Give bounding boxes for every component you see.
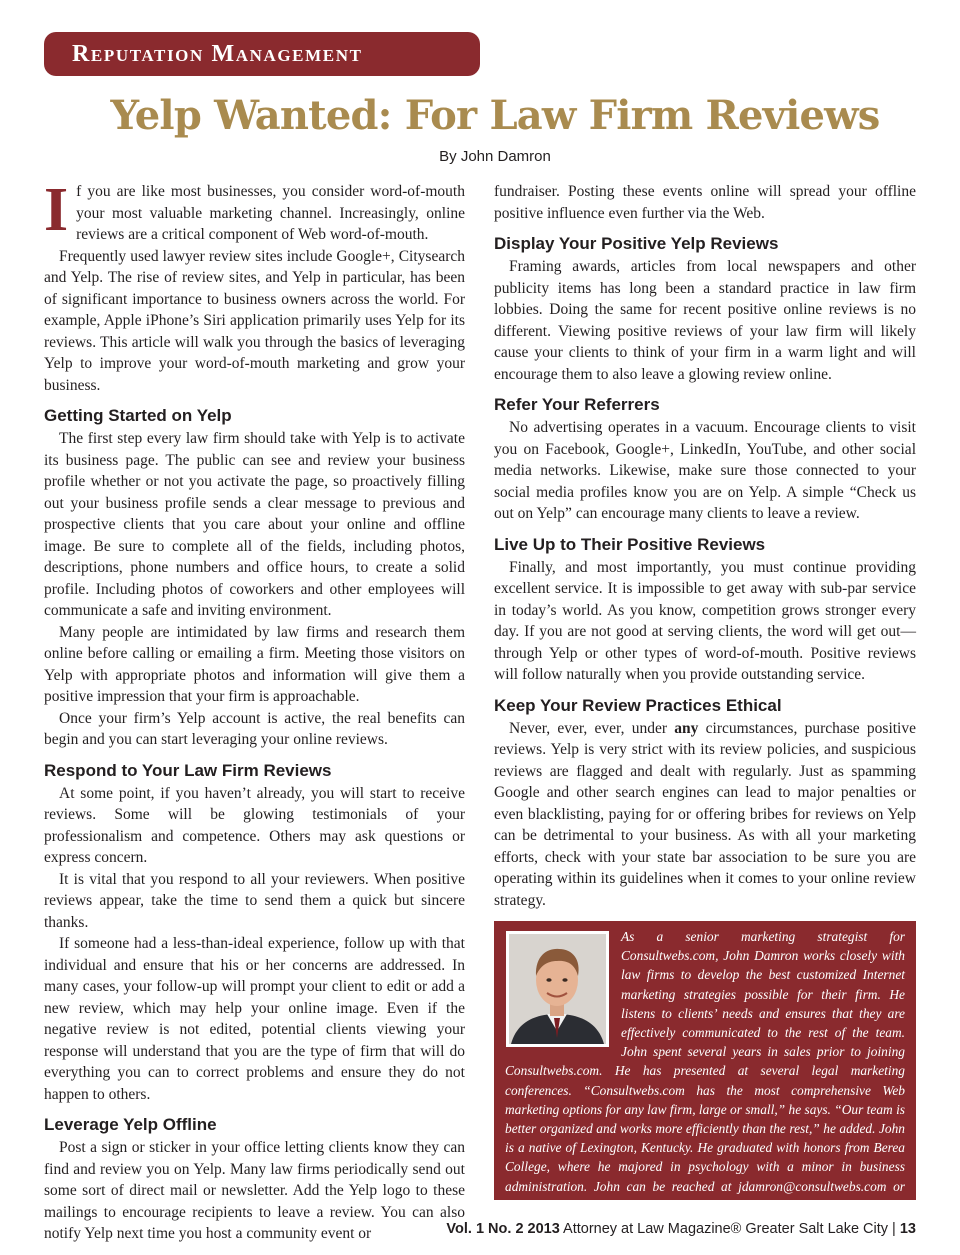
paragraph: No advertising operates in a vacuum. Encourage clients to visit you on Facebook, Google+, LinkedIn, YouTube, and other social media networks. Likewise, make sure those connected to your social media profiles know you are on Yelp. A simple “Check us out on Yelp” can encourage many clients to leave a review.: [494, 419, 916, 522]
emphasis: any: [674, 719, 699, 737]
intro-paragraph: [44, 176, 465, 246]
paragraph: If someone had a less-than-ideal experience, follow up with that individual and ensure that his or her concerns are addressed. In many cases, your follow-up will prompt your client to edit or add a new review, which may help your online image. Even if the negative review is not edited, potential clients viewing your response will understand that you are the type of firm that will do everything you can to correct problems and ensure they do not happen to others.: [44, 935, 465, 1103]
section-heading: Keep Your Review Practices Ethical: [494, 695, 782, 715]
publication-name: Attorney at Law Magazine® Greater Salt Lake City |: [559, 1221, 900, 1237]
byline: By John Damron: [439, 148, 551, 165]
left-column: [44, 176, 465, 1245]
bio-text: As a senior marketing strategist for Consultwebs.com, John Damron works closely with law firms to develop the best customized Internet marketing strategies possible for their firm. He listens to clients’ needs and ensures that they are effectively communicated to the rest of the team. John spent several years in sales prior to joining Consultwebs.com. He has presented at several legal marketing conferences. “Consultwebs.com has the most comprehensive Web marketing options for any law firm, large or small,” he says. “Our team is better organized and works more efficiently than the rest,” he added. John is a native of Lexington, Kentucky. He graduated with honors from Berea College, where he majored in psychology with a minor in business administration. John can be reached at jdamron@consultwebs.com or 800-872-6590.: [505, 929, 905, 1213]
paragraph: Many people are intimidated by law firms and research them online before calling or emailing a firm. Meeting those visitors on Yelp with appropriate photos and information will give them a positive impression that your firm is approachable.: [44, 623, 465, 705]
section-banner: Reputation Management: [44, 32, 480, 76]
section-heading: Respond to Your Law Firm Reviews: [44, 760, 332, 780]
page-footer: [446, 1221, 916, 1237]
section-heading: Display Your Positive Yelp Reviews: [494, 234, 779, 253]
author-photo: [506, 931, 609, 1047]
section-heading: Refer Your Referrers: [494, 395, 660, 414]
paragraph: It is vital that you respond to all your reviewers. When positive reviews appear, take the time to send them a quick but sincere thanks.: [44, 870, 465, 931]
author-bio-box: [494, 921, 916, 1213]
section-heading: Leverage Yelp Offline: [44, 1115, 217, 1134]
paragraph: Once your firm’s Yelp account is active, the real benefits can begin and you can start leveraging your online reviews.: [44, 709, 465, 748]
paragraph: Framing awards, articles from local newspapers and other publicity items has long been a standard practice in law firm lobbies. Doing the same for recent positive online reviews is no different. Viewing positive reviews of your law firm will likely cause your clients to think of your firm in a warm light and will encourage them to also leave a glowing review online.: [494, 258, 916, 383]
paragraph: Frequently used lawyer review sites include Google+, Citysearch and Yelp. The rise of review sites, and Yelp in particular, has been of significant importance to business owners across the world. For example, Apple iPhone’s Siri application primarily uses Yelp for its reviews. This article will walk you through the basics of leveraging Yelp to improve your word-of-mouth marketing and grow your business.: [44, 247, 465, 394]
article-title: Yelp Wanted: For Law Firm Reviews: [110, 92, 880, 139]
text-run: Never, ever, ever, under: [509, 719, 675, 737]
author-portrait-icon: [509, 934, 606, 1044]
paragraph: Post a sign or sticker in your office letting clients know they can find and review you on Yelp. Many law firms periodically send out some sort of direct mail or newsletter. Add the Yelp logo to these mailings to encourage recipients to leave a review. You can also notify Yelp next time you host a community event or: [44, 1139, 465, 1242]
paragraph: fundraiser. Posting these events online will spread your offline positive influence even further via the Web.: [494, 183, 916, 222]
text-run: circumstances, purchase positive reviews. Yelp is very strict with its review policies, and suspicious reviews are flagged and dealt with regularly. Just as spamming Google and other search engines can lead to major penalties or even blacklisting, paying for or offering bribes for reviews on Yelp can be detrimental to your business. As with all your marketing efforts, check with your state bar association to be sure you are operating within its guidelines when it comes to your online review strategy.: [494, 719, 916, 909]
paragraph: [494, 718, 916, 912]
paragraph: At some point, if you haven’t already, you will start to receive reviews. Some will be glowing testimonials of your professionalism and competence. Others may ask questions or express concern.: [44, 784, 465, 866]
paragraph: Finally, and most importantly, you must continue providing excellent service. It is impossible to get away with sub-par service in today’s world. As you know, competition grows stronger every day. If you are not good at serving clients, the word will get out—through Yelp or other types of word-of-mouth. Positive reviews will follow naturally when you provide outstanding service.: [494, 558, 916, 683]
issue-info: Vol. 1 No. 2 2013: [446, 1221, 560, 1237]
section-heading: Getting Started on Yelp: [44, 406, 232, 425]
page-number: 13: [899, 1221, 916, 1237]
paragraph: The first step every law firm should take with Yelp is to activate its business page. The public can see and review your business profile whether or not you activate the page, so proactively filling out your business profile sends a clear message to previous and prospective clients that you care about your online and offline image. Be sure to complete all of the fields, including photos, descriptions, phone numbers and office hours, to create a solid profile. Including photos of coworkers and other employees will communicate a safe and inviting environment.: [44, 430, 465, 619]
intro-text: f you are like most businesses, you consider word-of-mouth your most valuable marketing channel. Increasingly, online reviews are a critical component of Web word-of-mouth.: [76, 183, 465, 243]
drop-cap: I: [44, 176, 69, 244]
section-heading: Live Up to Their Positive Reviews: [494, 534, 766, 554]
right-column: [494, 181, 916, 911]
